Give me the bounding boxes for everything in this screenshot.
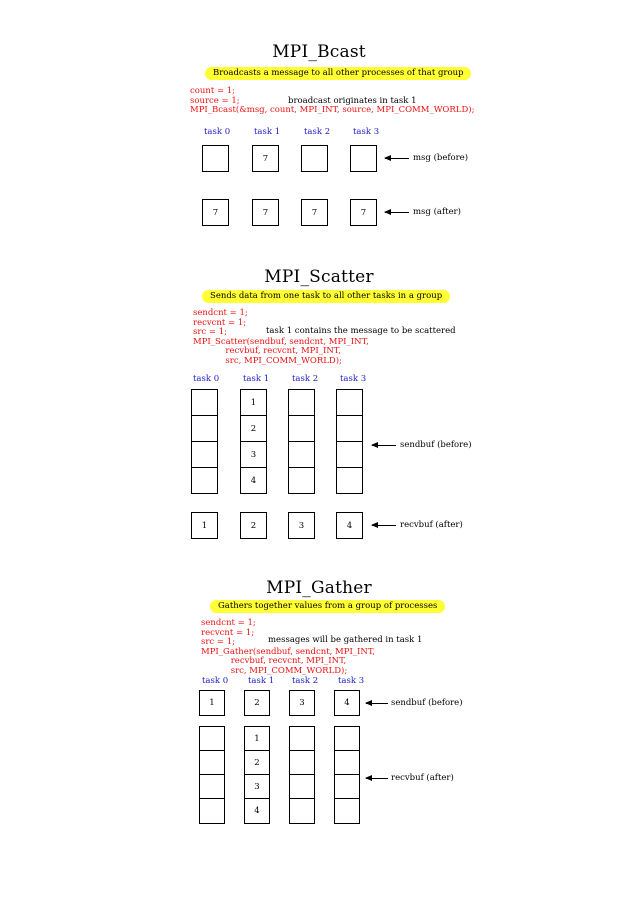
scatter-sendbuf-cell [336, 467, 363, 494]
bcast-after-box: 7 [350, 199, 377, 226]
gather-code-line: src, MPI_COMM_WORLD); [201, 665, 348, 676]
gather-task-label: task 2 [292, 676, 319, 686]
bcast-task-label: task 3 [353, 127, 380, 137]
gather-code-line: src = 1; [201, 637, 235, 647]
gather-recvbuf-cell [199, 750, 225, 775]
scatter-recvbuf-box: 2 [240, 512, 267, 539]
bcast-task-label: task 1 [254, 127, 281, 137]
gather-recvbuf-label: recvbuf (after) [391, 773, 454, 783]
bcast-task-label: task 0 [204, 127, 231, 137]
gather-recvbuf-cell [334, 798, 360, 824]
scatter-sendbuf-cell [288, 467, 315, 494]
bcast-before-box: 7 [252, 145, 279, 172]
scatter-code-line: src, MPI_COMM_WORLD); [193, 355, 342, 366]
gather-recvbuf-cell [289, 798, 315, 824]
gather-recvbuf-cell [289, 750, 315, 775]
scatter-sendbuf-cell: 1 [240, 389, 267, 416]
bcast-after-arrow [385, 212, 409, 213]
gather-task-label: task 0 [202, 676, 229, 686]
scatter-code-line: src = 1; [193, 327, 227, 337]
scatter-sendbuf-cell [288, 415, 315, 442]
gather-task-label: task 3 [338, 676, 365, 686]
gather-code-line: MPI_Gather(sendbuf, sendcnt, MPI_INT, [201, 646, 375, 657]
bcast-before-arrow [385, 158, 409, 159]
bcast-after-box: 7 [252, 199, 279, 226]
bcast-code-line: source = 1; [190, 95, 240, 106]
scatter-recvbuf-label: recvbuf (after) [400, 520, 463, 530]
scatter-recvbuf-box: 4 [336, 512, 363, 539]
bcast-before-label: msg (before) [413, 153, 469, 163]
scatter-title: MPI_Scatter [264, 267, 374, 287]
scatter-sendbuf-cell [336, 415, 363, 442]
gather-recvbuf-cell [199, 774, 225, 799]
gather-sendbuf-box: 1 [199, 690, 225, 716]
scatter-sendbuf-cell: 2 [240, 415, 267, 442]
gather-sendbuf-box: 3 [289, 690, 315, 716]
scatter-note: task 1 contains the message to be scattered [266, 326, 456, 336]
gather-recvbuf-cell [289, 726, 315, 751]
gather-code-line: sendcnt = 1; [201, 618, 256, 628]
gather-code [201, 619, 375, 676]
bcast-note: broadcast originates in task 1 [288, 96, 417, 106]
scatter-code-line: recvcnt = 1; [193, 317, 247, 328]
bcast-after-label: msg (after) [413, 207, 461, 217]
bcast-before-box [350, 145, 377, 172]
gather-recvbuf-cell: 1 [244, 726, 270, 751]
bcast-before-box [202, 145, 229, 172]
bcast-code-line: MPI_Bcast(&msg, count, MPI_INT, source, MPI_COMM_WORLD); [190, 105, 475, 115]
gather-code-line: recvbuf, recvcnt, MPI_INT, [201, 656, 347, 666]
scatter-sendbuf-cell [191, 389, 218, 416]
bcast-task-label: task 2 [304, 127, 331, 137]
scatter-recvbuf-arrow [372, 525, 396, 526]
gather-code-line: recvcnt = 1; [201, 627, 255, 638]
bcast-after-box: 7 [202, 199, 229, 226]
gather-recvbuf-cell [199, 726, 225, 751]
scatter-sendbuf-cell [336, 441, 363, 468]
scatter-sendbuf-cell: 4 [240, 467, 267, 494]
scatter-code-line: sendcnt = 1; [193, 308, 248, 318]
scatter-task-label: task 1 [243, 374, 270, 384]
gather-recvbuf-cell: 2 [244, 750, 270, 775]
scatter-sendbuf-cell: 3 [240, 441, 267, 468]
gather-recvbuf-cell [289, 774, 315, 799]
gather-recvbuf-cell [334, 774, 360, 799]
scatter-recvbuf-box: 3 [288, 512, 315, 539]
gather-recvbuf-arrow [366, 778, 388, 779]
bcast-before-box [301, 145, 328, 172]
scatter-code-line: recvbuf, recvcnt, MPI_INT, [193, 346, 341, 356]
scatter-code-line: MPI_Scatter(sendbuf, sendcnt, MPI_INT, [193, 336, 369, 347]
scatter-sendbuf-cell [288, 441, 315, 468]
scatter-sendbuf-cell [191, 441, 218, 468]
scatter-banner: Sends data from one task to all other tasks in a group [202, 290, 450, 303]
gather-recvbuf-cell: 3 [244, 774, 270, 799]
gather-note: messages will be gathered in task 1 [268, 635, 423, 645]
gather-recvbuf-cell [334, 726, 360, 751]
scatter-task-label: task 2 [292, 374, 319, 384]
gather-recvbuf-cell: 4 [244, 798, 270, 824]
gather-sendbuf-label: sendbuf (before) [391, 698, 463, 708]
bcast-after-box: 7 [301, 199, 328, 226]
bcast-title: MPI_Bcast [272, 42, 366, 62]
bcast-code-line: count = 1; [190, 86, 236, 96]
scatter-sendbuf-cell [336, 389, 363, 416]
gather-recvbuf-cell [334, 750, 360, 775]
scatter-recvbuf-box: 1 [191, 512, 218, 539]
gather-sendbuf-box: 4 [334, 690, 360, 716]
scatter-sendbuf-cell [191, 415, 218, 442]
scatter-sendbuf-label: sendbuf (before) [400, 440, 472, 450]
gather-recvbuf-cell [199, 798, 225, 824]
gather-sendbuf-box: 2 [244, 690, 270, 716]
scatter-sendbuf-cell [191, 467, 218, 494]
scatter-sendbuf-cell [288, 389, 315, 416]
scatter-task-label: task 0 [193, 374, 220, 384]
gather-banner: Gathers together values from a group of processes [210, 600, 445, 613]
scatter-sendbuf-arrow [372, 445, 396, 446]
gather-task-label: task 1 [248, 676, 275, 686]
scatter-code [193, 309, 369, 366]
gather-title: MPI_Gather [266, 578, 372, 598]
gather-sendbuf-arrow [366, 703, 388, 704]
scatter-task-label: task 3 [340, 374, 367, 384]
bcast-banner: Broadcasts a message to all other processes of that group [205, 67, 471, 80]
